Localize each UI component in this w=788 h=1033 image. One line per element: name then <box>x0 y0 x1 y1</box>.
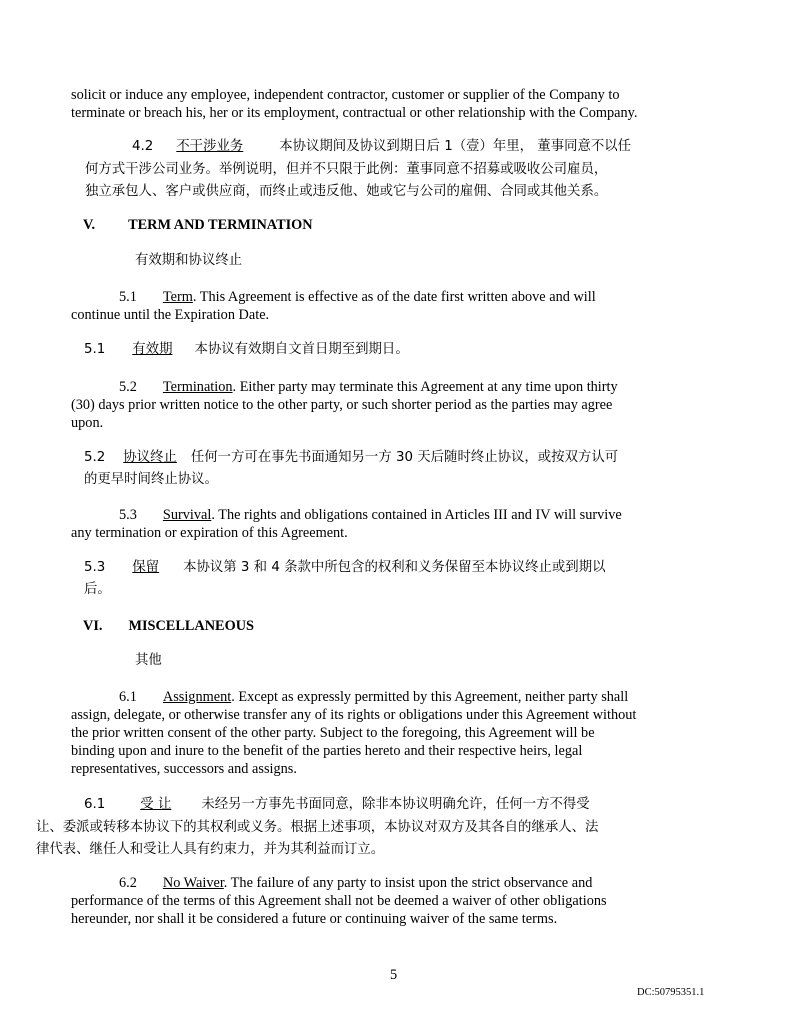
section-text: . The rights and obligations contained in Articles III and IV will survive <box>211 507 622 523</box>
section-6-2-en-line-2: performance of the terms of this Agreement shall not be deemed a waiver of other obligations <box>71 893 607 909</box>
article-number: V. <box>83 217 96 233</box>
section-number: 6.1 <box>84 797 106 812</box>
section-number: 6.1 <box>119 689 137 705</box>
article-v-heading-cn: 有效期和协议终止 <box>135 253 243 268</box>
section-heading: Term <box>162 289 193 305</box>
section-5-2-en-line-2: (30) days prior written notice to the other party, or such shorter period as the parties may agree <box>71 397 613 413</box>
intro-line-1: solicit or induce any employee, independent contractor, customer or supplier of the Company to <box>71 87 620 103</box>
section-number: 4.2 <box>132 139 154 154</box>
section-5-2-en-first-line <box>119 378 618 396</box>
section-heading: 有效期 <box>132 342 173 357</box>
section-heading: No Waiver <box>162 875 224 891</box>
section-text: . Except as expressly permitted by this Agreement, neither party shall <box>231 689 629 705</box>
intro-line-2: terminate or breach his, her or its employment, contractual or other relationship with the Company. <box>71 105 638 121</box>
section-number: 5.3 <box>84 560 106 575</box>
section-text: 未经另一方事先书面同意，除非本协议明确允许，任何一方不得受 <box>201 797 590 812</box>
article-vi-heading-cn: 其他 <box>135 653 162 668</box>
section-number: 6.2 <box>119 875 137 891</box>
article-title: MISCELLANEOUS <box>128 618 254 634</box>
section-number: 5.1 <box>119 289 137 305</box>
section-6-1-en-line-4: binding upon and inure to the benefit of the parties hereto and their respective heirs, legal <box>71 743 583 759</box>
section-text: 任何一方可在事先书面通知另一方 30 天后随时终止协议，或按双方认可 <box>190 450 619 465</box>
section-heading: Survival <box>162 507 212 523</box>
section-heading: 不干涉业务 <box>176 139 244 154</box>
section-4-2-cn-line-2: 何方式干涉公司业务。举例说明，但并不只限于此例：董事同意不招募或吸收公司雇员， <box>85 162 608 177</box>
section-number: 5.1 <box>84 342 106 357</box>
section-6-1-en-first-line <box>119 688 628 706</box>
section-5-1-en-line-2: continue until the Expiration Date. <box>71 307 270 323</box>
section-5-1-en-first-line <box>119 288 596 306</box>
section-6-2-en-first-line <box>119 874 592 892</box>
section-text: 本协议第 3 和 4 条款中所包含的权利和义务保留至本协议终止或到期以 <box>183 560 606 575</box>
section-6-1-cn-line-3: 律代表、继任人和受让人具有约束力，并为其利益而订立。 <box>36 842 385 857</box>
section-text: . Either party may terminate this Agreement at any time upon thirty <box>232 379 618 395</box>
article-vi-heading <box>83 617 254 635</box>
document-id: DC:50795351.1 <box>637 987 705 998</box>
section-5-2-en-line-3: upon. <box>71 415 104 431</box>
section-4-2-cn-line-3: 独立承包人、客户或供应商，而终止或违反他、她或它与公司的雇佣、合同或其他关系。 <box>85 184 608 199</box>
section-5-2-cn-line-2: 的更早时间终止协议。 <box>84 472 218 487</box>
section-6-1-cn-line-2: 让、委派或转移本协议下的其权利或义务。根据上述事项，本协议对双方及其各自的继承人、法 <box>36 820 599 835</box>
section-6-1-en-line-5: representatives, successors and assigns. <box>71 761 297 777</box>
section-number: 5.2 <box>119 379 137 395</box>
section-6-1-cn-first-line <box>84 794 590 816</box>
section-5-3-en-line-2: any termination or expiration of this Agreement. <box>71 525 348 541</box>
section-heading: 受 让 <box>140 797 172 812</box>
section-6-1-en-line-2: assign, delegate, or otherwise transfer any of its rights or obligations under this Agreement without <box>71 707 637 723</box>
section-5-1-cn <box>84 339 409 361</box>
section-text: 本协议期间及协议到期日后 1（壹）年里， 董事同意不以任 <box>279 139 632 154</box>
section-text: . This Agreement is effective as of the date first written above and will <box>192 289 596 305</box>
section-6-1-en-line-3: the prior written consent of the other party. Subject to the foregoing, this Agreement will be <box>71 725 595 741</box>
section-text: 本协议有效期自文首日期至到期日。 <box>194 342 409 357</box>
article-v-heading <box>83 216 313 234</box>
section-heading: 保留 <box>132 560 160 575</box>
section-heading: Termination <box>162 379 233 395</box>
section-heading: 协议终止 <box>123 450 177 465</box>
section-5-2-cn-first-line <box>84 447 618 469</box>
section-5-3-cn-first-line <box>84 557 605 579</box>
section-heading: Assignment <box>162 689 232 705</box>
section-number: 5.3 <box>119 507 137 523</box>
section-4-2-cn-first-line <box>132 136 631 158</box>
section-number: 5.2 <box>84 450 106 465</box>
article-title: TERM AND TERMINATION <box>128 217 313 233</box>
section-5-3-en-first-line <box>119 506 622 524</box>
section-6-2-en-line-3: hereunder, nor shall it be considered a future or continuing waiver of the same terms. <box>71 911 558 927</box>
section-5-3-cn-line-2: 后。 <box>84 582 111 597</box>
page-number: 5 <box>390 967 398 983</box>
article-number: VI. <box>83 618 103 634</box>
section-text: . The failure of any party to insist upon the strict observance and <box>223 875 593 891</box>
